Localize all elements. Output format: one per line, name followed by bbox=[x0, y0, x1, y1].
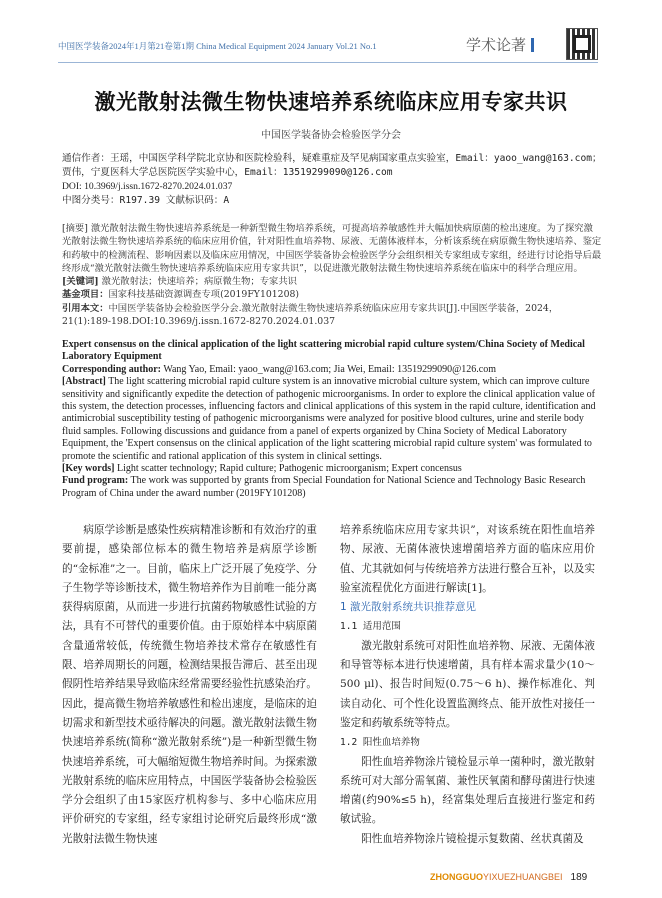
paragraph-1-1: 激光散射系统可对阳性血培养物、尿液、无菌体液和导管等标本进行快速增菌，具有样本需求量少(10～500 μl)、报告时间短(0.75～6 h)、操作标准化、判读自动化、可个性化设置监测终点、能开放性对接任一鉴定和药敏系统等特点。 bbox=[340, 639, 595, 729]
paragraph-1-3: 阳性血培养物涂片镜检提示复数菌、丝状真菌及 bbox=[361, 832, 584, 845]
en-keywords-label: [Key words] bbox=[62, 463, 115, 475]
body-left-column: 病原学诊断是感染性疾病精准诊断和有效治疗的重要前提，感染部位标本的微生物培养是病原学诊断的“金标准”之一。目前，临床上广泛开展了免疫学、分子生物学等诊断技术，微生物培养作为目前唯一能分离获得病原菌，从而进一步进行抗菌药物敏感性试验的方法，具有不可替代的重要价值。由于原始样本中病原菌含量通常较低，传统微生物培养技术常存在敏感性有限、培养周期长的问题，检测结果报告滞后、甚至出现假阴性培养结果导致临床经常需要经验性抗感染治疗。因此，提高微生物培养敏感性和检出速度，是临床的迫切需求和新型技术亟待解决的问题。激光散射法微生物快速培养系统(简称“激光散射系统”)是一种新型微生物快速培养系统，可大幅缩短微生物培养时间。为探索激光散射系统的临床应用特点，中国医学装备协会检验医学分会组织了由15家医疗机构参与、多中心临床应用评价研究的专家组，经专家组讨论研究后最终形成“激光散射法微生物快速 bbox=[62, 524, 317, 845]
doi: DOI: 10.3969/j.issn.1672-8270.2024.01.037 bbox=[62, 181, 233, 192]
journal-header: 中国医学装备2024年1月第21卷第1期 China Medical Equipment 2024 January Vol.21 No.1 bbox=[58, 41, 377, 51]
page-footer bbox=[430, 872, 587, 883]
qr-code-icon bbox=[566, 28, 598, 60]
abstract-cn-text: 激光散射法微生物快速培养系统是一种新型微生物培养系统，可提高培养敏感性并大幅加快病原菌的检出速度。为了探究激光散射法微生物快速培养系统的临床应用价值，针对阳性血培养物、尿液、无菌体液样本，分析该系统在病原微生物快速培养、鉴定和药敏中的检测流程、影响因素以及临床应用情况，中国医学装备协会检验医学分会组织相关专家组成专家组，经进行讨论指导后最终形成“激光散射法微生物快速培养系统临床应用专家共识”，以促进激光散射法微生物快速培养系统在临床中的科学合理应用。 bbox=[62, 223, 602, 274]
subsection-1-1: 1.1 适用范围 bbox=[340, 621, 401, 633]
section-heading-1: 1 激光散射系统共识推荐意见 bbox=[340, 601, 477, 614]
page-number: 189 bbox=[570, 872, 588, 883]
subsection-1-2: 1.2 阳性血培养物 bbox=[340, 737, 420, 749]
article-title: 激光散射法微生物快速培养系统临床应用专家共识 bbox=[94, 89, 568, 114]
keywords-cn: 激光散射法；快速培养；病原微生物；专家共识 bbox=[101, 276, 297, 288]
author-org: 中国医学装备协会检验医学分会 bbox=[261, 130, 401, 141]
classification: 中图分类号：R197.39 文献标识码：A bbox=[62, 195, 230, 206]
section-label: 学术论著 bbox=[466, 36, 527, 54]
english-block bbox=[62, 339, 602, 500]
section-divider bbox=[531, 38, 534, 52]
en-abstract: The light scattering microbial rapid culture system is an innovative microbial culture system, which can improve culture sensitivity and significantly expedite the detection of pathogenic microorganisms. In order to explore the clinical application value of this system, the detection processes, influencing factors and clinical applications of this system in the rapid culture, identification and antimicrobial susceptibility testing of pathogenic microorganisms were analyzed for positive blood cultures, urine and sterile body fluid samples. Following discussions and guidance from a panel of experts organized by China Society of Medical Laboratory Equipment, the 'Expert consensus on the clinical application of the light scattering microbial rapid culture system' was formulated to promote the scientific and rational application of this system in clinical settings. bbox=[62, 376, 596, 462]
correspondence-cn: 通信作者：王瑶，中国医学科学院北京协和医院检验科，疑难重症及罕见病国家重点实验室，Email：yaoo_wang@163.com；贾伟，宁夏医科大学总医院医学实验中心，Email：13519299090@126.com bbox=[62, 153, 602, 178]
paragraph-1-2: 阳性血培养物涂片镜检显示单一菌种时，激光散射系统可对大部分需氧菌、兼性厌氧菌和酵母菌进行快速增菌(约90%≤5 h)，经富集处理后直接进行鉴定和药敏试验。 bbox=[340, 755, 595, 826]
footer-journal-b: YIXUEZHUANGBEI bbox=[483, 872, 563, 882]
abstract-cn-label: [摘要] bbox=[62, 223, 88, 234]
english-title: Expert consensus on the clinical application of the light scattering microbial rapid culture system/China Society of Medical Laboratory Equipment bbox=[62, 339, 585, 363]
keywords-cn-label: [关键词] bbox=[62, 276, 99, 288]
cite-text: 中国医学装备协会检验医学分会.激光散射法微生物快速培养系统临床应用专家共识[J].中国医学装备，2024，21(1):189-198.DOI:10.3969/j.issn.1672-8270.2024.01.037 bbox=[62, 302, 559, 328]
en-fund-label: Fund program: bbox=[62, 475, 129, 487]
en-corr-label: Corresponding author: bbox=[62, 363, 161, 375]
en-corr: Wang Yao, Email: yaoo_wang@163.com; Jia Wei, Email: 13519299090@126.com bbox=[163, 363, 497, 375]
article-meta-cn bbox=[62, 152, 602, 208]
en-abstract-label: [Abstract] bbox=[62, 376, 106, 388]
header-rule bbox=[58, 62, 598, 63]
fund-cn: 国家科技基础资源调查专项(2019FY101208) bbox=[108, 289, 300, 301]
en-keywords: Light scatter technology; Rapid culture; Pathogenic microorganism; Expert concensus bbox=[117, 463, 462, 475]
cite-label: 引用本文： bbox=[62, 302, 109, 314]
abstract-cn bbox=[62, 222, 602, 328]
body-right-p1: 培养系统临床应用专家共识”，对该系统在阳性血培养物、尿液、无菌体液快速增菌培养方面的临床应用价值、尤其就如何与传统培养方法进行整合互补，以及实验室流程优化方面进行解读[1]。 bbox=[340, 524, 595, 594]
body-right-column bbox=[340, 521, 595, 849]
en-fund: The work was supported by grants from Special Foundation for National Science and Technology Basic Research Program of China under the award number (2019FY101208) bbox=[62, 475, 586, 499]
fund-cn-label: 基金项目： bbox=[62, 289, 109, 301]
footer-journal-a: ZHONGGUO bbox=[430, 872, 483, 882]
